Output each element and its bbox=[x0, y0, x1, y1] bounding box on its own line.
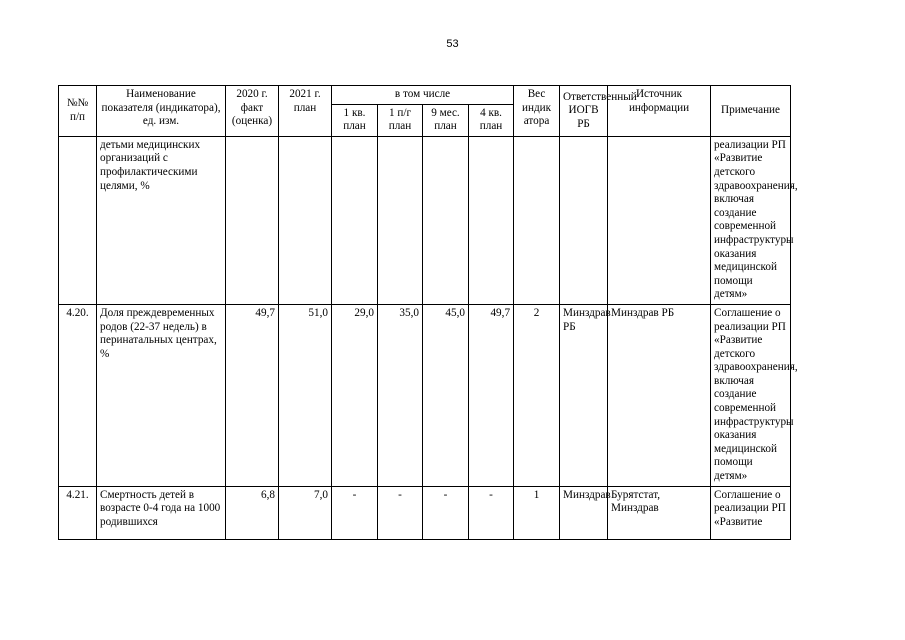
indicators-table-body bbox=[58, 85, 856, 540]
cell-name: Доля преждевременных родов (22-37 недель) в перинатальных центрах, % bbox=[97, 304, 226, 486]
header-responsible: Ответственный ИОГВ РБ bbox=[560, 86, 608, 137]
header-name: Наименование показателя (индикатора), ед. изм. bbox=[97, 86, 226, 137]
cell-9m: - bbox=[423, 486, 469, 539]
page-number: 53 bbox=[446, 38, 459, 50]
cell-name: Смертность детей в возрасте 0-4 года на 1000 родившихся bbox=[97, 486, 226, 539]
cell-9m: 45,0 bbox=[423, 304, 469, 486]
cell-plan-2021: 51,0 bbox=[279, 304, 332, 486]
cell-name: детьми медицинских организаций с профилактическими целями, % bbox=[97, 136, 226, 304]
header-source: Источник информации bbox=[608, 86, 711, 137]
cell-note: Соглашение о реализации РП «Развитие bbox=[711, 486, 791, 539]
cell-h1: - bbox=[378, 486, 423, 539]
cell-q4: - bbox=[469, 486, 514, 539]
cell-q4: 49,7 bbox=[469, 304, 514, 486]
cell-responsible bbox=[560, 136, 608, 304]
header-h1: 1 п/г план bbox=[378, 104, 423, 136]
cell-responsible: Минздрав bbox=[560, 486, 608, 539]
cell-fact-2020: 6,8 bbox=[226, 486, 279, 539]
cell-source: Бурятстат, Минздрав bbox=[608, 486, 711, 539]
header-weight: Вес индик атора bbox=[514, 86, 560, 137]
header-note: Примечание bbox=[711, 86, 791, 137]
cell-h1 bbox=[378, 136, 423, 304]
cell-note: Соглашение о реализации РП «Развитие детского здравоохранения, включая создание современной инфраструктуры оказания медицинской помощи детям» bbox=[711, 304, 791, 486]
header-9m: 9 мес. план bbox=[423, 104, 469, 136]
cell-note: реализации РП «Развитие детского здравоохранения, включая создание современной инфраструктуры оказания медицинской помощи детям» bbox=[711, 136, 791, 304]
header-num: №№ п/п bbox=[59, 86, 97, 137]
table-row bbox=[59, 304, 856, 486]
cell-responsible: Минздрав РБ bbox=[560, 304, 608, 486]
cell-fact-2020: 49,7 bbox=[226, 304, 279, 486]
cell-q4 bbox=[469, 136, 514, 304]
cell-plan-2021 bbox=[279, 136, 332, 304]
cell-num: 4.21. bbox=[59, 486, 97, 539]
header-including: в том числе bbox=[332, 86, 514, 105]
table-row bbox=[59, 486, 856, 539]
cell-plan-2021: 7,0 bbox=[279, 486, 332, 539]
cell-h1: 35,0 bbox=[378, 304, 423, 486]
cell-weight: 1 bbox=[514, 486, 560, 539]
header-q4: 4 кв. план bbox=[469, 104, 514, 136]
cell-source: Минздрав РБ bbox=[608, 304, 711, 486]
cell-num bbox=[59, 136, 97, 304]
cell-q1 bbox=[332, 136, 378, 304]
cell-q1: 29,0 bbox=[332, 304, 378, 486]
cell-source bbox=[608, 136, 711, 304]
header-q1: 1 кв. план bbox=[332, 104, 378, 136]
table-row bbox=[59, 136, 856, 304]
cell-q1: - bbox=[332, 486, 378, 539]
header-fact-2020: 2020 г. факт (оценка) bbox=[226, 86, 279, 137]
header-plan-2021: 2021 г. план bbox=[279, 86, 332, 137]
cell-weight: 2 bbox=[514, 304, 560, 486]
cell-9m bbox=[423, 136, 469, 304]
cell-weight bbox=[514, 136, 560, 304]
cell-fact-2020 bbox=[226, 136, 279, 304]
cell-num: 4.20. bbox=[59, 304, 97, 486]
